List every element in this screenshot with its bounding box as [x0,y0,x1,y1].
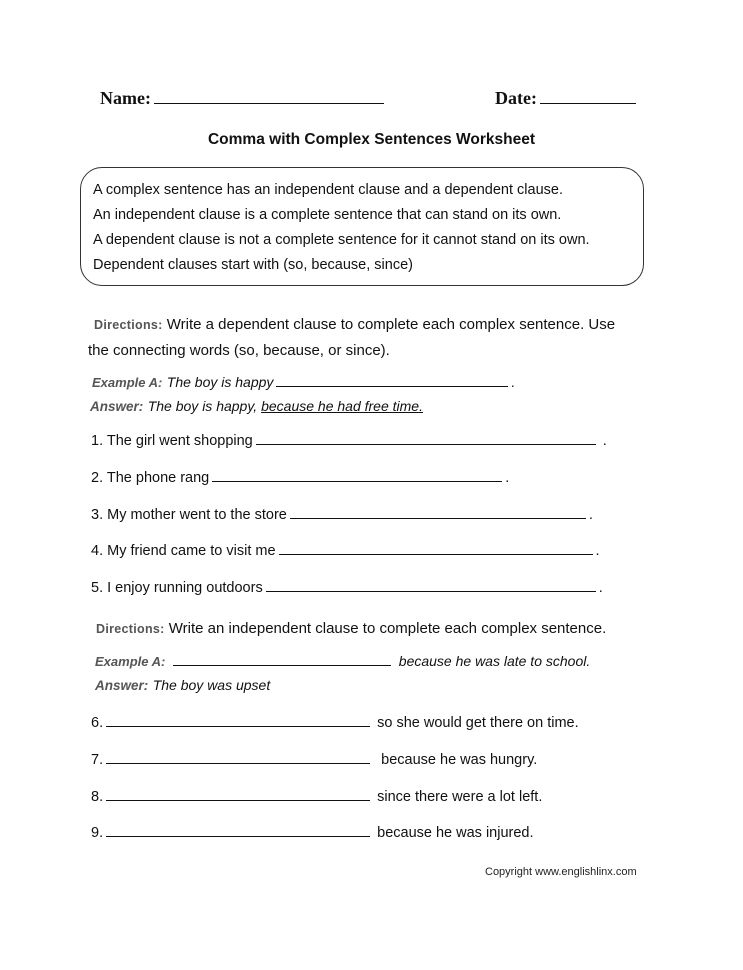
answer-blank[interactable] [106,799,370,801]
example-blank [173,664,391,666]
answer-underlined: because he had free time. [261,398,423,414]
section2-directions [96,616,606,642]
section2-example [95,653,590,671]
exercise-item: 9. because he was injured. [91,825,534,841]
answer-blank[interactable] [212,480,502,482]
rules-box [80,167,644,286]
section2-answer [95,677,270,695]
exercise-item: 1. The girl went shopping . [91,433,607,449]
example-blank [276,385,508,387]
answer-blank[interactable] [106,835,370,837]
exercise-item: 4. My friend came to visit me . [91,543,600,559]
section1-directions [88,312,688,363]
name-field-row [100,88,387,109]
example-suffix: because he was late to school. [398,653,591,669]
name-blank[interactable] [154,102,384,104]
answer-blank[interactable] [106,762,370,764]
exercise-item: 5. I enjoy running outdoors . [91,580,603,596]
answer-blank[interactable] [290,517,586,519]
directions-text-cont: the connecting words (so, because, or since). [88,342,390,359]
answer-prefix: The boy is happy, [147,398,262,414]
section1-example: Example A: The boy is happy . [92,374,516,390]
date-label: Date: [495,88,537,108]
answer-blank[interactable] [256,443,596,445]
exercise-item: 7. because he was hungry. [91,752,538,768]
answer-blank[interactable] [279,553,593,555]
rule-line: A complex sentence has an independent clause and a dependent clause. [93,182,563,198]
answer-label: Answer: [90,399,144,414]
answer-text: The boy was upset [152,677,271,693]
directions-label: Directions: [94,318,163,332]
exercise-item: 8. since there were a lot left. [91,789,543,805]
name-label: Name: [100,88,151,108]
rule-line: A dependent clause is not a complete sentence for it cannot stand on its own. [93,232,590,248]
directions-text: Write a dependent clause to complete each complex sentence. Use [166,316,616,333]
rule-line: Dependent clauses start with (so, because, since) [93,257,413,273]
example-label: Example A: [95,654,166,669]
exercise-item: 6. so she would get there on time. [91,715,579,731]
date-field-row [495,88,639,109]
answer-blank[interactable] [106,725,370,727]
answer-blank[interactable] [266,590,596,592]
directions-label: Directions: [96,622,165,636]
exercise-item: 2. The phone rang . [91,470,510,486]
date-blank[interactable] [540,102,636,104]
exercise-item: 3. My mother went to the store . [91,507,593,523]
worksheet-title: Comma with Complex Sentences Worksheet [207,131,536,148]
rule-line: An independent clause is a complete sentence that can stand on its own. [93,207,562,223]
section1-answer [90,398,423,416]
answer-label: Answer: [95,678,149,693]
copyright: Copyright www.englishlinx.com [485,866,637,878]
directions-text: Write an independent clause to complete each complex sentence. [168,620,607,637]
example-text: The boy is happy [166,374,274,390]
example-label: Example A: [92,375,163,390]
